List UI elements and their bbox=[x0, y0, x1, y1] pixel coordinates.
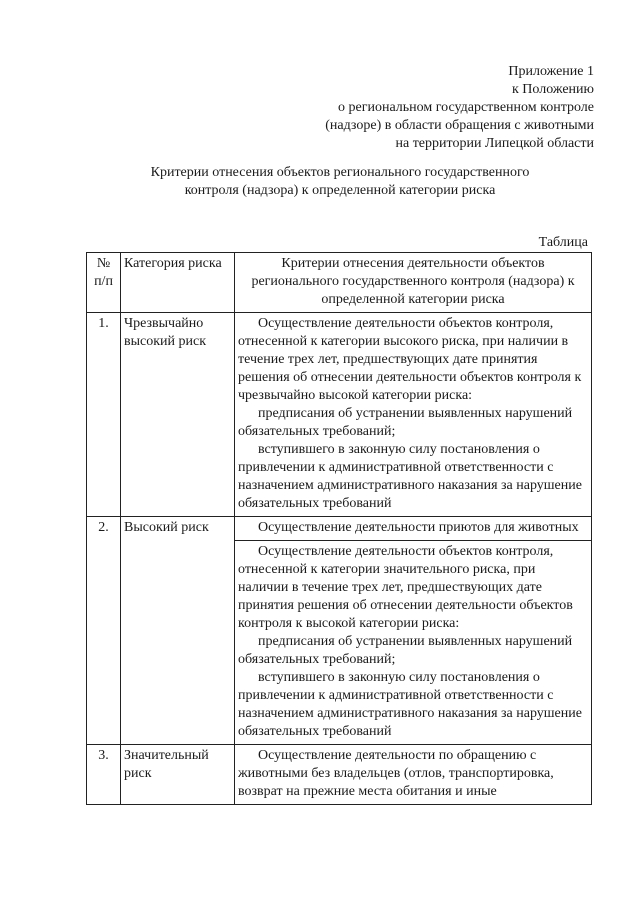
title-line: контроля (надзора) к определенной категории риска bbox=[184, 183, 496, 198]
table-row bbox=[87, 745, 592, 805]
row-category: Высокий риск bbox=[121, 517, 235, 745]
row-category: Значительный риск bbox=[121, 745, 235, 805]
appendix-line: Приложение 1 bbox=[508, 64, 594, 79]
criteria-paragraph: Осуществление деятельности объектов контроля, отнесенной к категории высокого риска, при наличии в течение трех лет, предшествующих дате принятия решения об отнесении деятельности объектов контроля к чрезвычайно высокой категории риска: bbox=[238, 316, 582, 403]
appendix-line: на территории Липецкой области bbox=[395, 136, 594, 151]
criteria-paragraph: Осуществление деятельности объектов контроля, отнесенной к категории значительного риска, при наличии в течение трех лет, предшествующих дате принятия решения об отнесении деятельности объектов контроля к высокой категории риска: bbox=[238, 544, 573, 631]
header-criteria: Критерии отнесения деятельности объектов регионального государственного контроля (надзора) к определенной категории риска bbox=[235, 253, 592, 313]
header-number: № п/п bbox=[87, 253, 121, 313]
appendix-line: (надзоре) в области обращения с животными bbox=[325, 118, 594, 133]
appendix-header bbox=[325, 63, 594, 153]
criteria-subitem: предписания об устранении выявленных нарушений обязательных требований; bbox=[238, 406, 573, 439]
row-category: Чрезвычайно высокий риск bbox=[121, 313, 235, 517]
title-line: Критерии отнесения объектов регионального государственного bbox=[150, 165, 530, 180]
row-number: 3. bbox=[87, 745, 121, 805]
criteria-paragraph: Осуществление деятельности приютов для животных bbox=[258, 520, 579, 535]
row-criteria bbox=[235, 517, 592, 541]
document-title bbox=[100, 164, 580, 200]
criteria-paragraph: Осуществление деятельности по обращению с животными без владельцев (отлов, транспортировка, возврат на прежние места обитания и иные bbox=[238, 748, 554, 799]
criteria-subitem: предписания об устранении выявленных нарушений обязательных требований; bbox=[238, 634, 573, 667]
row-criteria bbox=[235, 745, 592, 805]
row-criteria bbox=[235, 541, 592, 745]
risk-criteria-table bbox=[86, 252, 592, 805]
appendix-line: о региональном государственном контроле bbox=[338, 100, 594, 115]
row-criteria bbox=[235, 313, 592, 517]
row-number: 2. bbox=[87, 517, 121, 745]
appendix-line: к Положению bbox=[511, 82, 594, 97]
row-number: 1. bbox=[87, 313, 121, 517]
table-row bbox=[87, 517, 592, 541]
header-category: Категория риска bbox=[121, 253, 235, 313]
table-row bbox=[87, 313, 592, 517]
criteria-subitem: вступившего в законную силу постановления о привлечении к административной ответственности с назначением административного наказания за нарушение обязательных требований bbox=[238, 670, 582, 739]
criteria-subitem: вступившего в законную силу постановления о привлечении к административной ответственности с назначением административного наказания за нарушение обязательных требований bbox=[238, 442, 582, 511]
table-header-row bbox=[87, 253, 592, 313]
table-caption: Таблица bbox=[538, 235, 588, 250]
